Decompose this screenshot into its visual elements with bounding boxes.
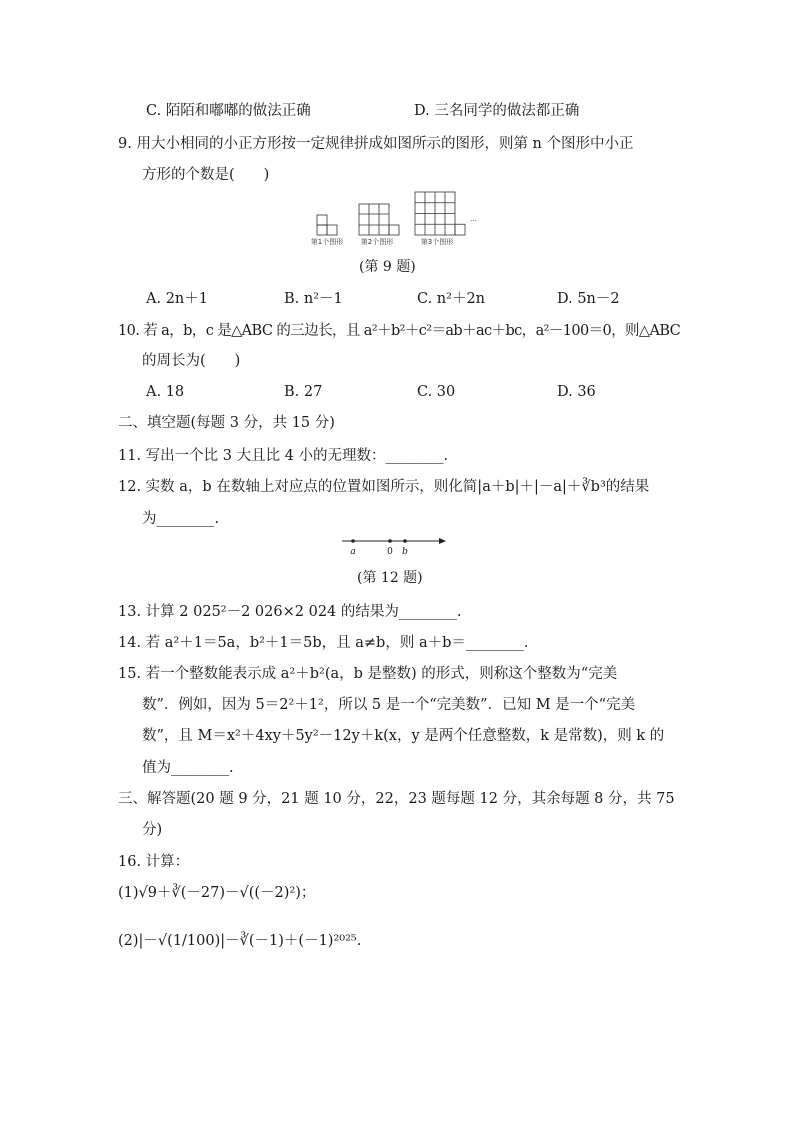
q8-option-c: C. 陌陌和嘟嘟的做法正确 [146, 103, 311, 119]
q9-option-b: B. n²－1 [284, 291, 343, 307]
q15-stem-line2: 数”．例如，因为 5＝2²＋1²，所以 5 是一个“完美数”．已知 M 是一个“完美 [142, 697, 636, 713]
q9-caption: (第 9 题) [359, 259, 416, 275]
q16-part-2: (2)|－√(1/100)|－∛(－1)＋(－1)²⁰²⁵. [118, 933, 362, 949]
q15-stem-line3: 数”，且 M＝x²＋4xy＋5y²－12y＋k(x，y 是两个任意整数，k 是常数)，则 k 的 [142, 728, 665, 744]
q15-stem-line1: 15. 若一个整数能表示成 a²＋b²(a，b 是整数) 的形式，则称这个整数为“完美 [118, 666, 618, 682]
q12-label-0: 0 [387, 547, 393, 557]
q12-point-b [403, 539, 407, 543]
q9-option-c: C. n²＋2n [417, 291, 486, 307]
q14: 14. 若 a²＋1＝5a，b²＋1＝5b，且 a≠b，则 a＋b＝________. [118, 635, 529, 651]
q9-figure-3 [415, 192, 465, 235]
q10-option-d: D. 36 [557, 384, 596, 400]
q10-option-c: C. 30 [417, 384, 456, 400]
q16-part-1: (1)√9＋∛(－27)－√((－2)²)； [118, 885, 316, 901]
q9-figure-1 [317, 215, 337, 235]
section-3-heading-line1: 三、解答题(20 题 9 分，21 题 10 分，22，23 题每题 12 分，其余每题 8 分，共 75 [118, 791, 675, 807]
q12-stem-line1: 12. 实数 a，b 在数轴上对应点的位置如图所示，则化简|a＋b|＋|－a|＋∛b³的结果 [118, 479, 650, 495]
section-3-heading-line2: 分) [142, 822, 163, 838]
q9-fig-label-2: 第2个图形 [360, 238, 394, 246]
q12-label-b: b [402, 547, 408, 557]
q9-fig-label-1: 第1个图形 [310, 238, 344, 246]
q10-option-a: A. 18 [146, 384, 185, 400]
q9-stem-line2: 方形的个数是( ) [142, 167, 270, 183]
q9-figure [305, 188, 485, 252]
q12-stem-line2: 为________. [142, 511, 220, 527]
q9-fig-label-3: 第3个图形 [420, 238, 454, 246]
q9-figure-2 [359, 204, 399, 235]
q8-option-d: D. 三名同学的做法都正确 [414, 103, 580, 119]
q13: 13. 计算 2 025²－2 026×2 024 的结果为________. [118, 604, 462, 620]
section-2-heading: 二、填空题(每题 3 分，共 15 分) [118, 415, 335, 431]
q12-point-0 [388, 539, 392, 543]
q12-caption: (第 12 题) [357, 570, 423, 586]
q9-stem-line1: 9. 用大小相同的小正方形按一定规律拼成如图所示的图形，则第 n 个图形中小正 [118, 136, 634, 152]
q10-stem-line1: 10. 若 a，b，c 是△ABC 的三边长，且 a²＋b²＋c²＝ab＋ac＋bc，a²－100＝0，则△ABC [118, 323, 681, 339]
q15-stem-line4: 值为________. [142, 760, 234, 776]
q12-label-a: a [350, 547, 356, 557]
q12-point-a [351, 539, 355, 543]
q11: 11. 写出一个比 3 大且比 4 小的无理数：________. [118, 448, 449, 464]
q9-fig-ellipsis: … [470, 215, 477, 223]
q12-number-line [338, 534, 450, 560]
q16-title: 16. 计算： [118, 854, 190, 870]
q10-stem-line2: 的周长为( ) [142, 353, 241, 369]
q9-option-d: D. 5n－2 [557, 291, 620, 307]
q10-option-b: B. 27 [284, 384, 323, 400]
q9-option-a: A. 2n＋1 [146, 291, 208, 307]
